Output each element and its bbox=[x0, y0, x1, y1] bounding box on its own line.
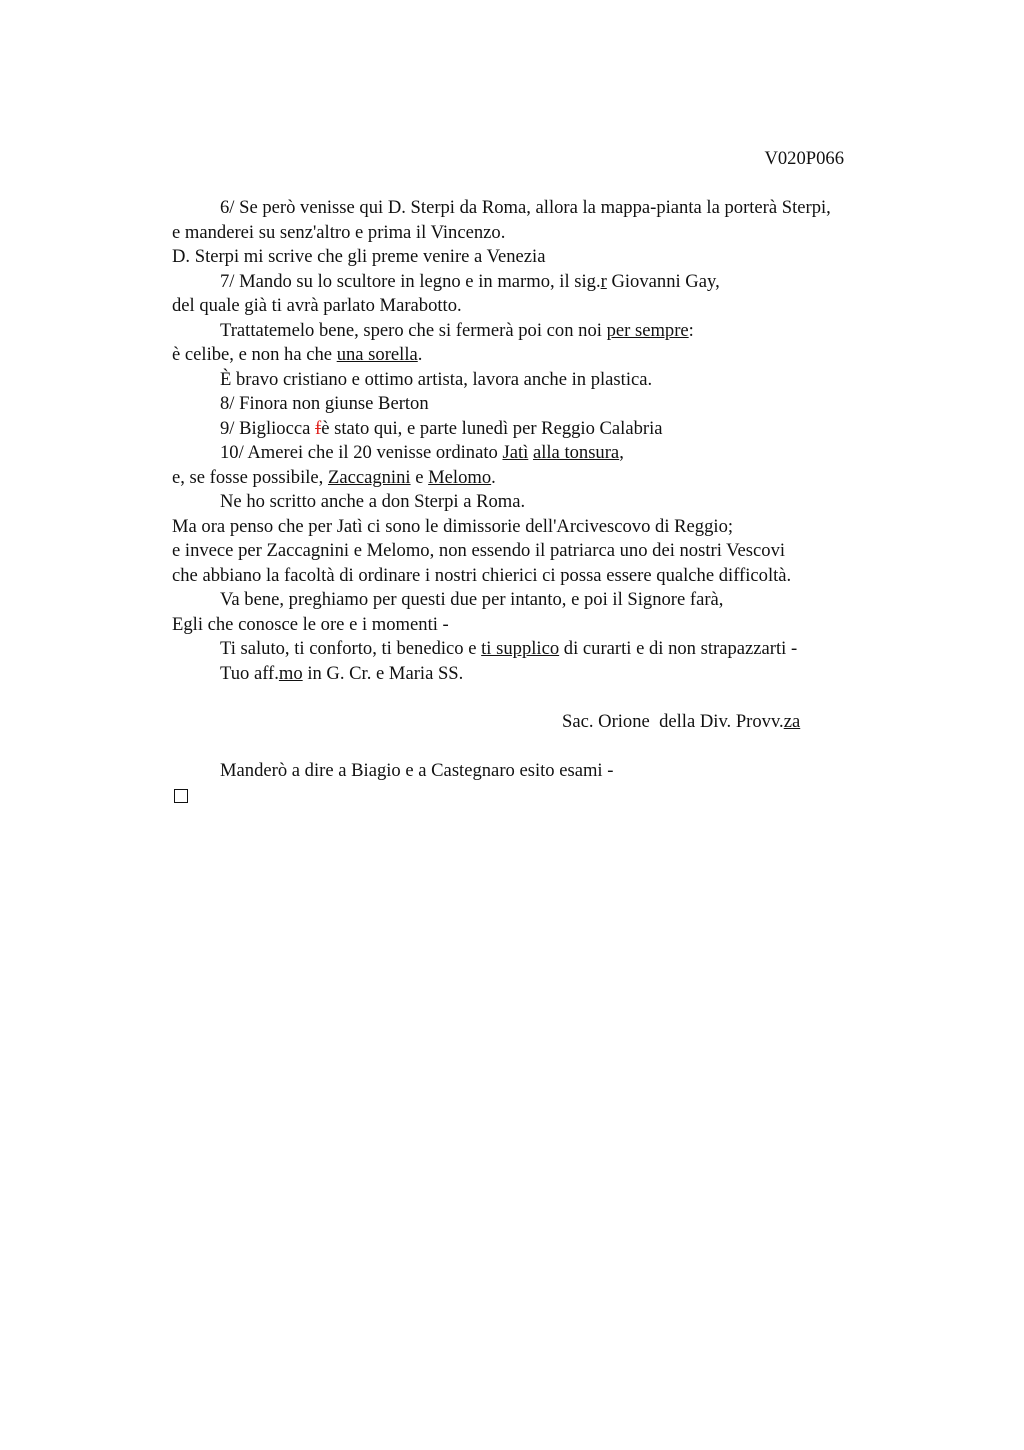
underlined-text: Zaccagnini bbox=[327, 466, 411, 488]
text-segment: , bbox=[619, 442, 624, 463]
text-segment: Giovanni Gay, bbox=[606, 270, 720, 292]
text-segment: in G. Cr. e Maria SS. bbox=[302, 662, 464, 684]
letter-line bbox=[172, 662, 932, 687]
underlined-text: Jatì bbox=[502, 442, 529, 463]
underlined-text: mo bbox=[278, 662, 303, 684]
text-segment: 7/ Mando su lo scultore in legno e in marmo, il sig. bbox=[220, 270, 601, 292]
text-segment: Tuo aff. bbox=[220, 662, 279, 684]
signature-text: Sac. Orione della Div. Provv. bbox=[562, 711, 784, 732]
page-id: V020P066 bbox=[764, 148, 844, 169]
text-segment: Trattatemelo bene, spero che si fermerà poi con noi bbox=[220, 319, 607, 341]
text-segment: : bbox=[688, 319, 694, 341]
text-segment: . bbox=[491, 466, 496, 488]
text-segment: e bbox=[410, 466, 429, 488]
letter-line bbox=[172, 270, 932, 295]
checkbox-line bbox=[172, 783, 932, 808]
letter-line: 8/ Finora non giunse Berton bbox=[220, 393, 429, 414]
text-segment: 10/ Amerei che il 20 venisse ordinato bbox=[220, 442, 503, 463]
letter-line: Egli che conosce le ore e i momenti - bbox=[172, 613, 449, 635]
underlined-text: za bbox=[783, 711, 801, 732]
deleted-text: f bbox=[315, 417, 322, 439]
letter-line: D. Sterpi mi scrive che gli preme venire a Venezia bbox=[172, 246, 546, 267]
letter-line bbox=[172, 637, 932, 662]
signature bbox=[172, 710, 932, 735]
text-segment: 9/ Bigliocca bbox=[220, 417, 316, 439]
text-segment: è stato qui, e parte lunedì per Reggio Calabria bbox=[321, 417, 663, 439]
postscript: Manderò a dire a Biagio e a Castegnaro esito esami - bbox=[220, 759, 614, 781]
letter-line bbox=[172, 319, 932, 344]
letter-line bbox=[172, 343, 932, 368]
letter-line bbox=[172, 466, 932, 491]
letter-line bbox=[172, 441, 932, 466]
text-segment: di curarti e di non strapazzarti - bbox=[559, 638, 798, 659]
underlined-text: ti supplico bbox=[481, 638, 560, 659]
text-segment: Ti saluto, ti conforto, ti benedico e bbox=[220, 638, 482, 659]
letter-line: e manderei su senz'altro e prima il Vincenzo. bbox=[172, 221, 506, 243]
underlined-text: r bbox=[600, 270, 607, 292]
letter-line: Va bene, preghiamo per questi due per intanto, e poi il Signore farà, bbox=[220, 589, 724, 610]
underlined-text: per sempre bbox=[606, 319, 689, 341]
letter-line: 6/ Se però venisse qui D. Sterpi da Roma, allora la mappa-pianta la porterà Sterpi, bbox=[220, 197, 831, 218]
spacer bbox=[172, 735, 932, 759]
letter-line: Ne ho scritto anche a don Sterpi a Roma. bbox=[220, 491, 526, 512]
letter-line: e invece per Zaccagnini e Melomo, non essendo il patriarca uno dei nostri Vescovi bbox=[172, 540, 786, 561]
text-segment: e, se fosse possibile, bbox=[172, 466, 328, 488]
text-segment: è celibe, e non ha che bbox=[172, 344, 337, 365]
underlined-text: Melomo bbox=[428, 466, 492, 488]
underlined-text: alla tonsura bbox=[532, 442, 620, 463]
letter-line: Ma ora penso che per Jatì ci sono le dimissorie dell'Arcivescovo di Reggio; bbox=[172, 515, 734, 537]
letter-line bbox=[172, 417, 932, 442]
underlined-text: una sorella bbox=[336, 344, 418, 365]
letter-body bbox=[172, 196, 932, 808]
text-segment: . bbox=[417, 344, 423, 365]
spacer bbox=[172, 686, 932, 710]
letter-line: che abbiano la facoltà di ordinare i nostri chierici ci possa essere qualche difficoltà. bbox=[172, 564, 792, 586]
letter-line: del quale già ti avrà parlato Marabotto. bbox=[172, 295, 462, 316]
empty-checkbox-icon bbox=[174, 789, 188, 803]
letter-line: È bravo cristiano e ottimo artista, lavora anche in plastica. bbox=[220, 368, 653, 390]
